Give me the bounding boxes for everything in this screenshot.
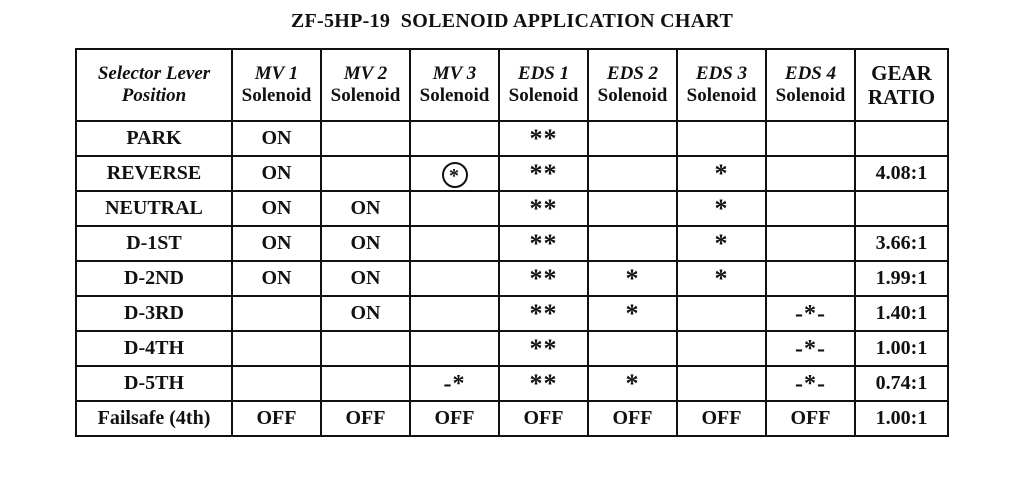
eds4-cell: -*- [766, 366, 855, 401]
table-row [76, 261, 948, 296]
mv1-cell [232, 366, 321, 401]
header-mv2-solenoid [321, 49, 410, 121]
mv3-cell [410, 191, 499, 226]
header-label-line2: Solenoid [419, 85, 490, 106]
header-label-line1: MV 1 [254, 63, 299, 84]
table-row [76, 401, 948, 436]
header-mv1-solenoid [232, 49, 321, 121]
gear-ratio-cell: 1.40:1 [855, 296, 948, 331]
table-row [76, 226, 948, 261]
mv2-cell: ON [321, 191, 410, 226]
eds4-cell: -*- [766, 331, 855, 366]
header-eds3-solenoid [677, 49, 766, 121]
eds4-cell: -*- [766, 296, 855, 331]
eds4-cell [766, 121, 855, 156]
mv3-cell [410, 296, 499, 331]
gear-ratio-cell: 1.00:1 [855, 401, 948, 436]
eds2-cell: * [588, 366, 677, 401]
mv2-cell [321, 331, 410, 366]
mv1-cell: ON [232, 226, 321, 261]
header-label-line1: Selector Lever [97, 63, 211, 84]
eds3-cell [677, 296, 766, 331]
eds4-cell: OFF [766, 401, 855, 436]
position-cell: D-3RD [76, 296, 232, 331]
mv3-cell [410, 121, 499, 156]
header-gear-ratio [855, 49, 948, 121]
header-label-line2: Position [121, 85, 187, 106]
mv1-cell [232, 296, 321, 331]
eds1-cell: ** [499, 226, 588, 261]
header-mv3-solenoid [410, 49, 499, 121]
eds2-cell [588, 156, 677, 191]
header-label-line1: MV 3 [432, 63, 477, 84]
header-label-line1: EDS 3 [695, 63, 748, 84]
eds2-cell [588, 191, 677, 226]
table-row [76, 121, 948, 156]
chart-title: ZF-5HP-19 SOLENOID APPLICATION CHART [290, 10, 734, 32]
position-cell: REVERSE [76, 156, 232, 191]
header-row [76, 49, 948, 121]
mv2-cell: OFF [321, 401, 410, 436]
position-cell: D-1ST [76, 226, 232, 261]
eds3-cell [677, 366, 766, 401]
position-cell: PARK [76, 121, 232, 156]
eds4-cell [766, 156, 855, 191]
header-label-line2: Solenoid [330, 85, 401, 106]
eds2-cell [588, 331, 677, 366]
eds3-cell [677, 331, 766, 366]
eds1-cell: ** [499, 156, 588, 191]
position-cell: D-5TH [76, 366, 232, 401]
gear-ratio-cell: 4.08:1 [855, 156, 948, 191]
eds2-cell: * [588, 261, 677, 296]
mv1-cell: ON [232, 121, 321, 156]
eds3-cell: * [677, 156, 766, 191]
header-label-line1: EDS 2 [606, 63, 659, 84]
position-cell: Failsafe (4th) [76, 401, 232, 436]
eds4-cell [766, 226, 855, 261]
gear-ratio-cell: 3.66:1 [855, 226, 948, 261]
position-cell: D-2ND [76, 261, 232, 296]
header-label-line1: GEAR [871, 61, 932, 85]
mv3-cell [410, 261, 499, 296]
table-row [76, 296, 948, 331]
gear-ratio-cell: 1.99:1 [855, 261, 948, 296]
header-label-line2: Solenoid [508, 85, 579, 106]
eds1-cell: ** [499, 366, 588, 401]
mv2-cell [321, 156, 410, 191]
header-label-line1: EDS 4 [784, 63, 837, 84]
eds1-cell: ** [499, 121, 588, 156]
eds1-cell: ** [499, 296, 588, 331]
mv1-cell [232, 331, 321, 366]
header-label-line2: Solenoid [775, 85, 846, 106]
header-label-line1: EDS 1 [517, 63, 570, 84]
mv3-cell [410, 226, 499, 261]
mv3-cell [410, 156, 499, 191]
mv2-cell [321, 366, 410, 401]
gear-ratio-cell [855, 121, 948, 156]
mv1-cell: ON [232, 156, 321, 191]
circled-asterisk-icon: * [442, 162, 468, 188]
eds3-cell [677, 121, 766, 156]
header-label-line2: Solenoid [241, 85, 312, 106]
header-label-line2: Solenoid [686, 85, 757, 106]
eds2-cell: OFF [588, 401, 677, 436]
header-eds2-solenoid [588, 49, 677, 121]
mv2-cell: ON [321, 296, 410, 331]
mv3-cell [410, 331, 499, 366]
eds1-cell: ** [499, 261, 588, 296]
header-label-line2: Solenoid [597, 85, 668, 106]
gear-ratio-cell: 0.74:1 [855, 366, 948, 401]
eds3-cell: OFF [677, 401, 766, 436]
solenoid-application-table [75, 48, 949, 437]
eds3-cell: * [677, 226, 766, 261]
table-row [76, 156, 948, 191]
eds4-cell [766, 261, 855, 296]
mv1-cell: OFF [232, 401, 321, 436]
header-selector-lever-position [76, 49, 232, 121]
eds2-cell: * [588, 296, 677, 331]
header-label-line2: RATIO [867, 85, 936, 109]
table-row [76, 331, 948, 366]
mv3-cell: OFF [410, 401, 499, 436]
table-row [76, 366, 948, 401]
eds2-cell [588, 226, 677, 261]
mv1-cell: ON [232, 261, 321, 296]
eds4-cell [766, 191, 855, 226]
position-cell: NEUTRAL [76, 191, 232, 226]
header-eds4-solenoid [766, 49, 855, 121]
mv2-cell: ON [321, 226, 410, 261]
gear-ratio-cell [855, 191, 948, 226]
eds2-cell [588, 121, 677, 156]
eds1-cell: OFF [499, 401, 588, 436]
mv3-cell: -* [410, 366, 499, 401]
eds1-cell: ** [499, 191, 588, 226]
eds1-cell: ** [499, 331, 588, 366]
table-row [76, 191, 948, 226]
mv2-cell: ON [321, 261, 410, 296]
header-eds1-solenoid [499, 49, 588, 121]
mv2-cell [321, 121, 410, 156]
gear-ratio-cell: 1.00:1 [855, 331, 948, 366]
mv1-cell: ON [232, 191, 321, 226]
position-cell: D-4TH [76, 331, 232, 366]
eds3-cell: * [677, 261, 766, 296]
header-label-line1: MV 2 [343, 63, 388, 84]
eds3-cell: * [677, 191, 766, 226]
